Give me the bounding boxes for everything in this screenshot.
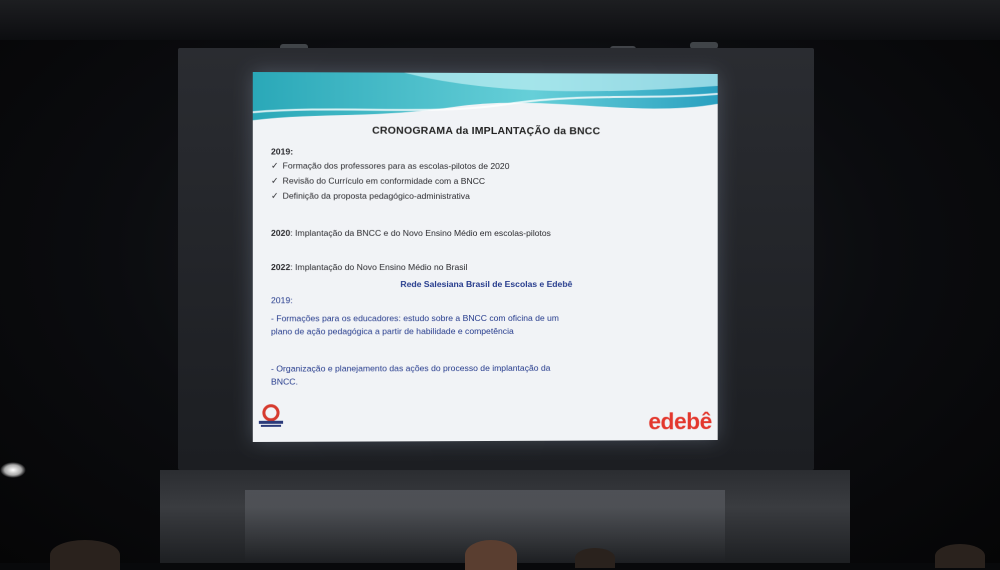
- audience-head: [465, 540, 517, 570]
- item-2022: 2022: Implantação do Novo Ensino Médio no Brasil: [270, 262, 468, 273]
- slide-title: CRONOGRAMA da IMPLANTAÇÃO da BNCC: [372, 124, 601, 138]
- year-2019-heading: 2019:: [270, 146, 294, 157]
- presentation-slide: [253, 72, 718, 442]
- list-item: ✓ Formação dos professores para as escolas-pilotos de 2020: [270, 160, 510, 172]
- list-item: ✓ Revisão do Currículo em conformidade com a BNCC: [270, 175, 486, 186]
- check-icon: ✓: [270, 175, 279, 186]
- audience-head: [575, 548, 615, 568]
- network-year: 2019:: [270, 295, 293, 306]
- list-item: ✓ Definição da proposta pedagógico-administrativa: [270, 190, 470, 201]
- check-icon: ✓: [270, 160, 279, 171]
- network-line: plano de ação pedagógica a partir de habilidade e competência: [270, 325, 514, 337]
- side-light: [0, 462, 26, 478]
- check-icon: ✓: [270, 190, 279, 201]
- network-line: BNCC.: [270, 376, 298, 387]
- audience-head: [50, 540, 120, 570]
- network-heading: Rede Salesiana Brasil de Escolas e Edebê: [400, 278, 573, 290]
- ceiling: [0, 0, 1000, 40]
- network-line: - Organização e planejamento das ações do processo de implantação da: [270, 362, 551, 374]
- item-2020: 2020: Implantação da BNCC e do Novo Ensino Médio em escolas-pilotos: [270, 227, 551, 239]
- edebe-logo: edebê: [648, 408, 712, 435]
- audience-head: [935, 544, 985, 568]
- salesian-logo-icon: [257, 404, 285, 428]
- slide-header-wave: [253, 72, 718, 132]
- network-line: - Formações para os educadores: estudo sobre a BNCC com oficina de um: [270, 312, 559, 324]
